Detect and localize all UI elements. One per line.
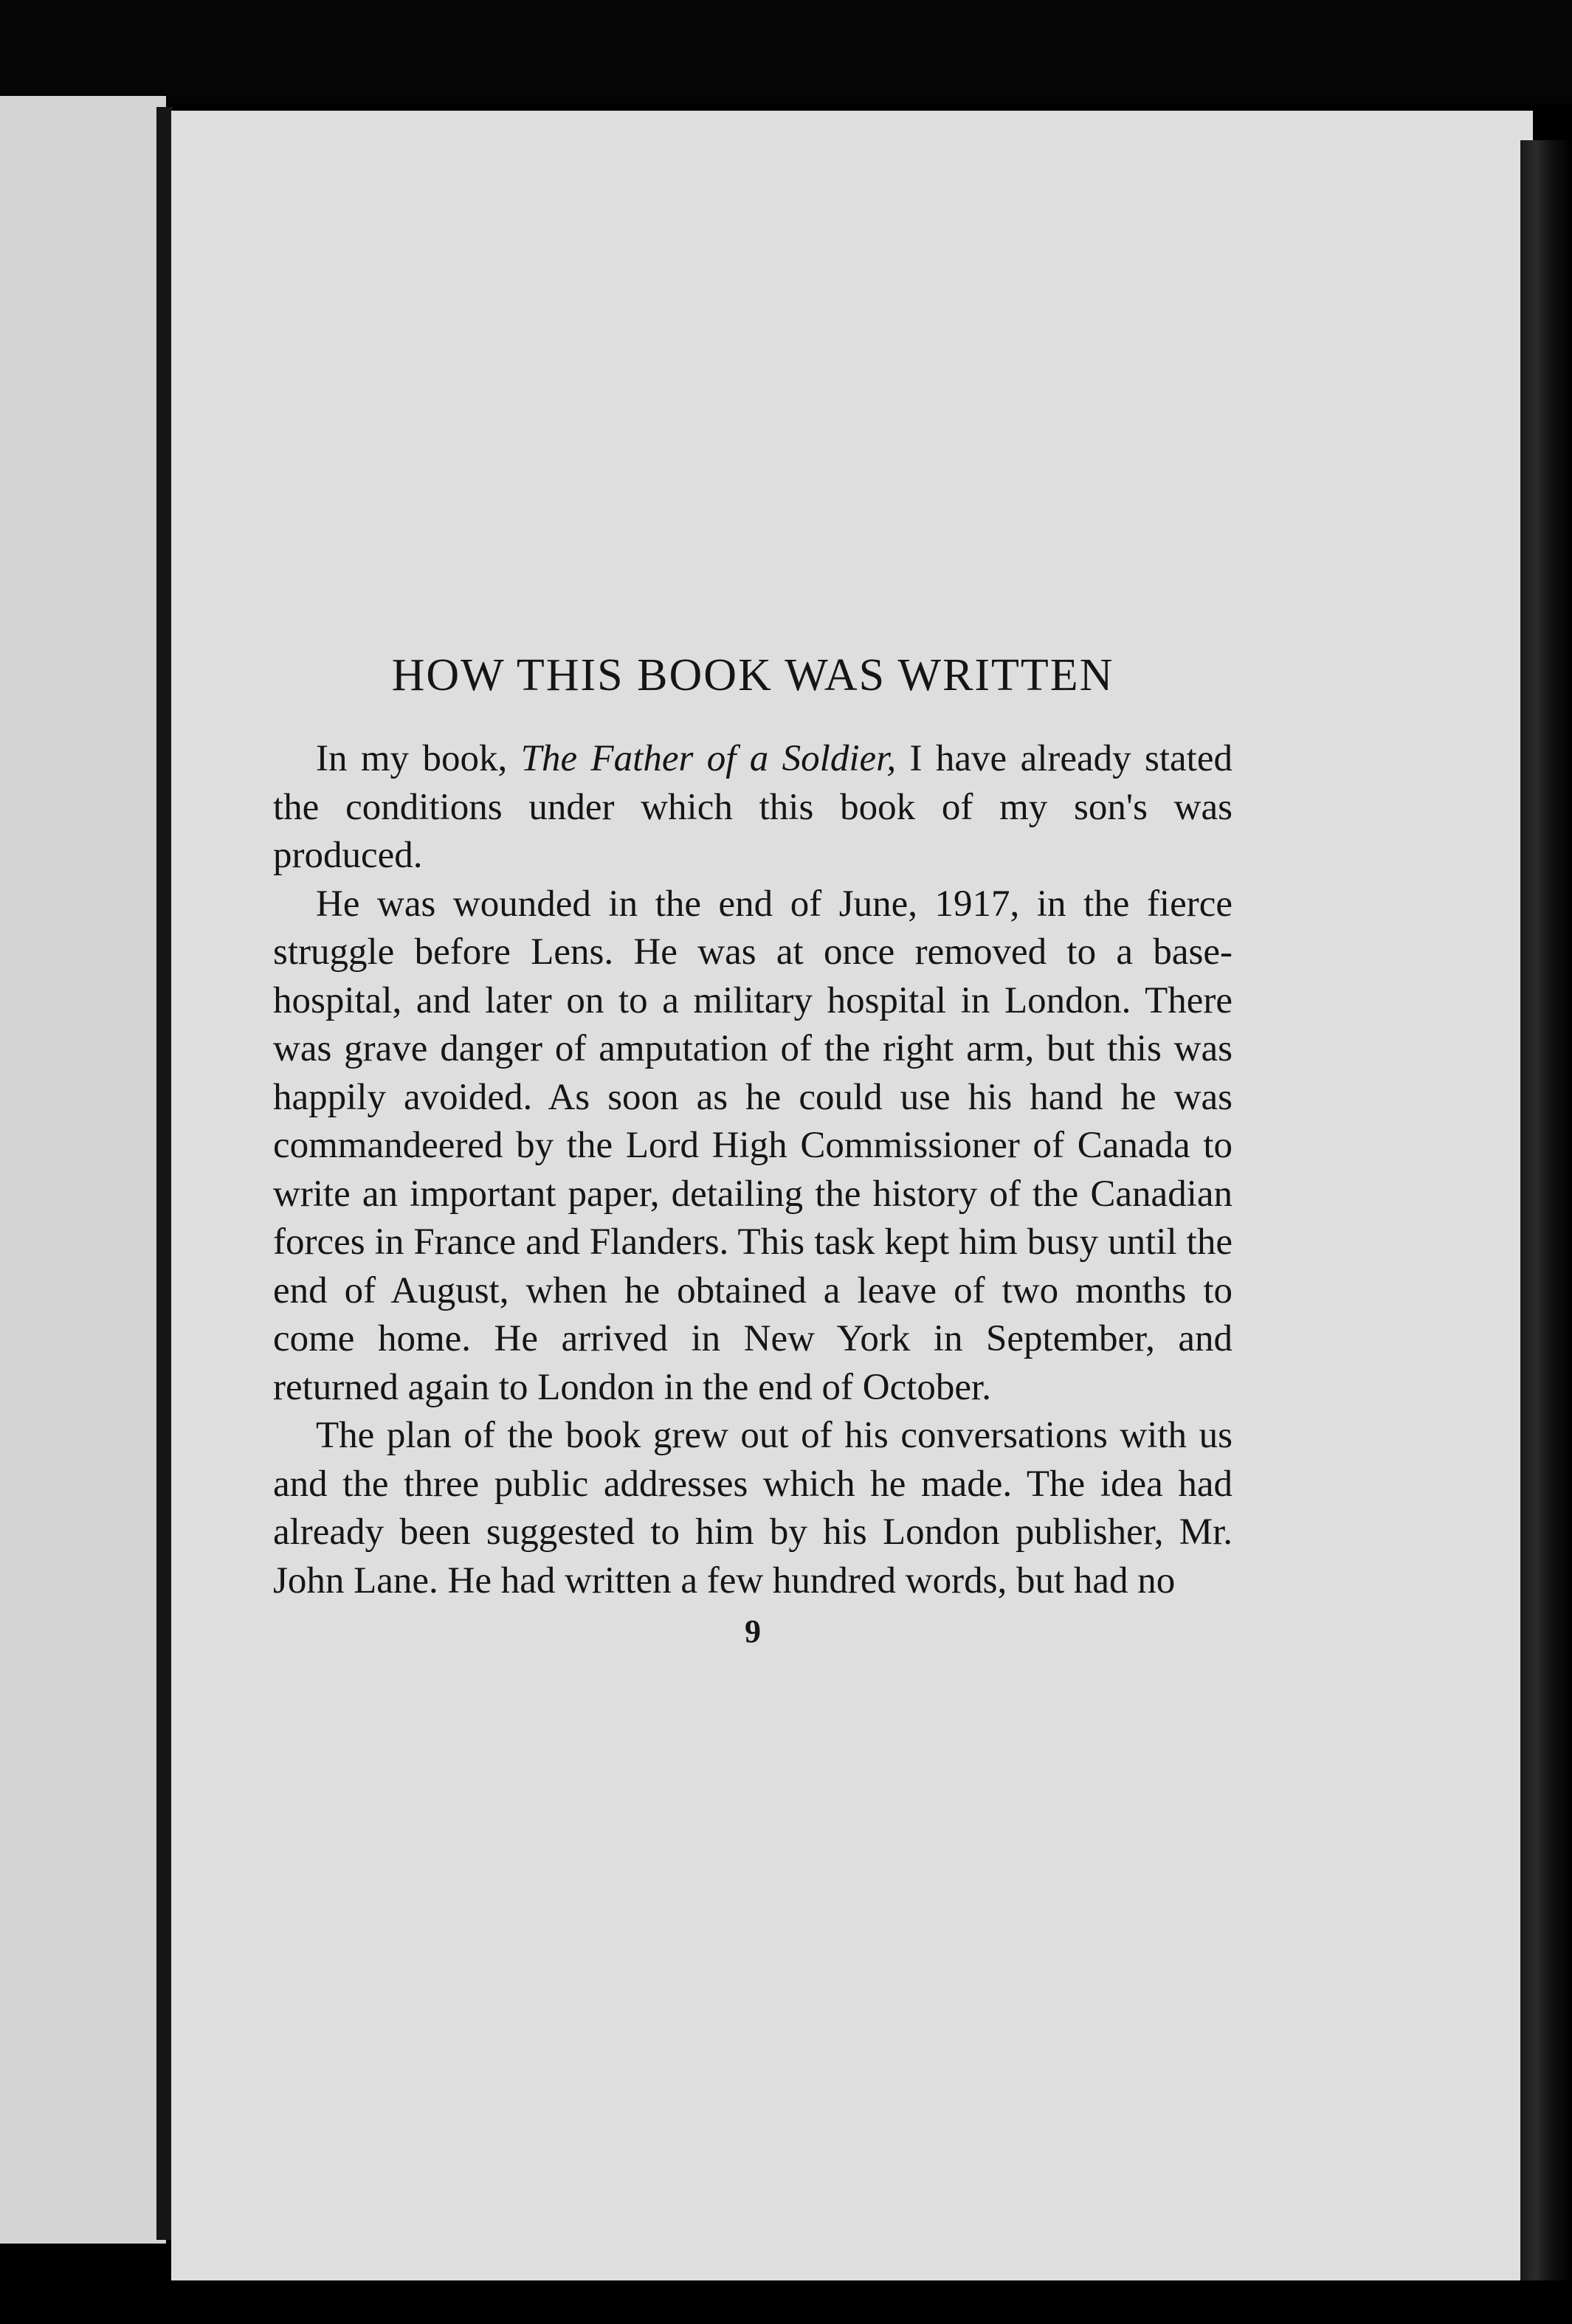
facing-page-edge: [0, 96, 166, 2244]
page-stack-edge: [1520, 140, 1572, 2324]
scan-top-border: [0, 0, 1572, 103]
chapter-title: HOW THIS BOOK WAS WRITTEN: [391, 650, 1114, 700]
book-gutter: [156, 107, 173, 2240]
paragraph-1: [273, 735, 1233, 880]
paragraph-3: The plan of the book grew out of his conversations with us and the three public addresses which he made. The idea had already been suggested to him by his London publisher, Mr. John Lane. He had written a few hundred words, but had no: [273, 1415, 1233, 1601]
paragraph-1-start: In my book,: [316, 738, 521, 779]
scan-bottom-border: [0, 2280, 1572, 2324]
paragraph-2: He was wounded in the end of June, 1917, in the fierce struggle before Lens. He was at once removed to a base-hospital, and later on to a military hospital in London. There was grave danger of amputation of the right arm, but this was happily avoided. As soon as he could use his hand he was commandeered by the Lord High Commissioner of Canada to write an important paper, detailing the history of the Canadian forces in France and Flanders. This task kept him busy until the end of August, when he obtained a leave of two months to come home. He arrived in New York in September, and returned again to London in the end of October.: [273, 883, 1233, 1408]
page-text: [273, 649, 1233, 1650]
book-title-italic: The Father of a Soldier,: [520, 738, 897, 779]
paragraph-1-end: I have already stated the conditions under which this book of my son's was produced.: [273, 738, 1233, 876]
page-number: 9: [745, 1613, 761, 1649]
